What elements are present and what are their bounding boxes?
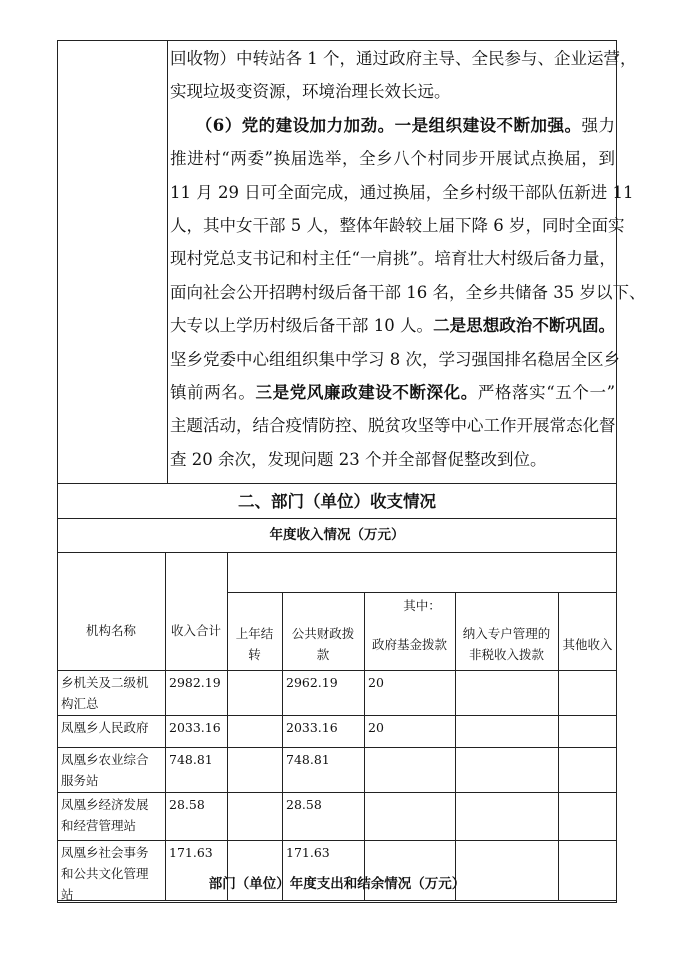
row-org-name — [61, 717, 165, 738]
narrative-text — [170, 116, 204, 135]
row-rule — [57, 792, 617, 793]
narrative-line — [170, 44, 637, 75]
row-total — [169, 672, 225, 693]
narrative-line — [170, 111, 615, 142]
row-org-name-text: 凤凰乡经济发展 — [61, 797, 149, 812]
narrative-text: 11 月 29 日可全面完成，通过换届，全乡村级干部队伍新进 11 — [170, 182, 634, 202]
narrative-text: （6）党的建设加力加劲。一是组织建设不断加强。 — [203, 115, 582, 135]
expense-caption: 部门（单位）年度支出和结余情况（万元） — [208, 876, 466, 892]
narrative-line — [170, 445, 615, 476]
rule — [57, 518, 617, 519]
row-fiscal-text: 2962.19 — [286, 675, 338, 690]
rule — [57, 552, 617, 553]
row-total-text: 748.81 — [169, 752, 213, 767]
narrative-line — [170, 211, 625, 242]
narrative-text: 主题活动，结合疫情防控、脱贫攻坚等中心工作开展常态化督 — [170, 416, 616, 436]
narrative-text: 实现垃圾变资源，环境治理长效长远。 — [170, 82, 451, 102]
narrative-line — [170, 278, 646, 309]
row-org-name — [61, 672, 165, 714]
row-org-name — [61, 749, 165, 791]
section-title: 二、部门（单位）收支情况 — [238, 492, 436, 511]
row-fund-text: 20 — [368, 675, 384, 690]
row-fund — [368, 717, 452, 738]
narrative-line — [170, 244, 615, 275]
narrative-text: 三是党风廉政建设不断深化。 — [255, 383, 478, 402]
header-carryover-text: 转 — [248, 647, 261, 662]
border-left — [57, 40, 58, 903]
row-fiscal — [286, 717, 362, 738]
row-fiscal-text: 2033.16 — [286, 720, 338, 735]
col-rule — [165, 552, 166, 900]
narrative-text: 强力 — [581, 115, 616, 135]
narrative-text: 二是思想政治不断巩固。 — [433, 316, 615, 336]
header-fund — [364, 634, 455, 655]
row-org-name — [61, 794, 165, 836]
header-special — [455, 623, 558, 665]
narrative-text: 查 20 余次，发现问题 23 个并全部督促整改到位。 — [170, 449, 547, 469]
header-org — [57, 620, 165, 641]
header-fiscal — [282, 623, 364, 665]
header-group — [227, 595, 617, 616]
document-page — [57, 40, 646, 903]
narrative-text: 大专以上学历村级后备干部 10 人。 — [170, 316, 434, 336]
narrative-text: 严格落实“五个一” — [477, 383, 616, 402]
row-total-text: 28.58 — [169, 797, 205, 812]
header-fiscal-text: 款 — [316, 647, 330, 662]
header-fund-text: 政府基金拨款 — [371, 637, 447, 652]
row-fiscal — [286, 749, 362, 770]
row-org-name-text: 和公共文化管理 — [61, 866, 149, 881]
narrative-line — [170, 77, 615, 108]
row-org-name-text: 凤凰乡人民政府 — [61, 720, 149, 735]
header-rule — [57, 670, 617, 671]
row-org-name-text: 凤凰乡农业综合 — [61, 752, 149, 767]
header-group-text: 其中： — [403, 598, 441, 613]
row-fiscal-text: 28.58 — [286, 797, 322, 812]
header-other — [558, 634, 617, 655]
row-rule — [57, 747, 617, 748]
row-total-text: 171.63 — [169, 845, 213, 860]
row-org-name-text: 服务站 — [61, 773, 99, 788]
narrative-text: 人，其中女干部 5 人，整体年龄较上届下降 6 岁，同时全面实 — [170, 216, 625, 235]
border-right — [616, 40, 617, 903]
narrative-line — [170, 311, 615, 342]
row-fund-text: 20 — [368, 720, 384, 735]
header-org-text: 机构名称 — [85, 623, 136, 638]
narrative-text: 坚乡党委中心组组织集中学习 8 次，学习强国排名稳居全区乡 — [170, 349, 620, 369]
row-org-name-text: 站 — [61, 887, 74, 902]
narrative-line — [170, 411, 615, 442]
row-org-name-text: 构汇总 — [61, 696, 99, 711]
row-fund — [368, 672, 452, 693]
header-total-text: 收入合计 — [170, 623, 221, 638]
narrative-text: 回收物）中转站各 1 个，通过政府主导、全民参与、企业运营， — [170, 49, 637, 68]
narrative-line — [170, 178, 634, 209]
header-total — [165, 620, 227, 641]
header-carryover-text: 上年结 — [235, 626, 274, 641]
row-fiscal-text: 171.63 — [286, 845, 330, 860]
rule — [57, 483, 617, 484]
header-special-text: 纳入专户管理的 — [462, 626, 551, 641]
narrative-text: 面向社会公开招聘村级后备干部 16 名，全乡共储备 35 岁以下、 — [170, 282, 646, 302]
income-caption: 年度收入情况（万元） — [269, 527, 405, 543]
narrative-text: 现村党总支书记和村主任“一肩挑”。培育壮大村级后备力量， — [170, 249, 616, 269]
header-other-text: 其他收入 — [562, 637, 613, 652]
row-fiscal-text: 748.81 — [286, 752, 330, 767]
row-total — [169, 842, 225, 863]
narrative-text: 推进村“两委”换届选举，全乡八个村同步开展试点换届，到 — [170, 149, 615, 169]
header-fiscal-text: 公共财政拨 — [291, 626, 355, 641]
row-fiscal — [286, 842, 362, 863]
header-special-text: 非税收入拨款 — [468, 647, 544, 662]
row-total — [169, 794, 225, 815]
row-total-text: 2033.16 — [169, 720, 221, 735]
row-fiscal — [286, 672, 362, 693]
row-fiscal — [286, 794, 362, 815]
row-total-text: 2982.19 — [169, 675, 221, 690]
row-total — [169, 749, 225, 770]
row-org-name-text: 凤凰乡社会事务 — [61, 845, 149, 860]
row-rule — [57, 715, 617, 716]
row-org-name-text: 和经营管理站 — [61, 818, 137, 833]
border-top — [57, 40, 617, 41]
row-org-name-text: 乡机关及二级机 — [61, 675, 149, 690]
narrative-line — [170, 345, 620, 376]
narrative-divider — [167, 40, 168, 483]
narrative-text: 镇前两名。 — [170, 383, 256, 402]
narrative-line — [170, 144, 615, 175]
row-rule — [57, 840, 617, 841]
header-carryover — [227, 623, 282, 665]
row-total — [169, 717, 225, 738]
narrative-line — [170, 378, 615, 409]
